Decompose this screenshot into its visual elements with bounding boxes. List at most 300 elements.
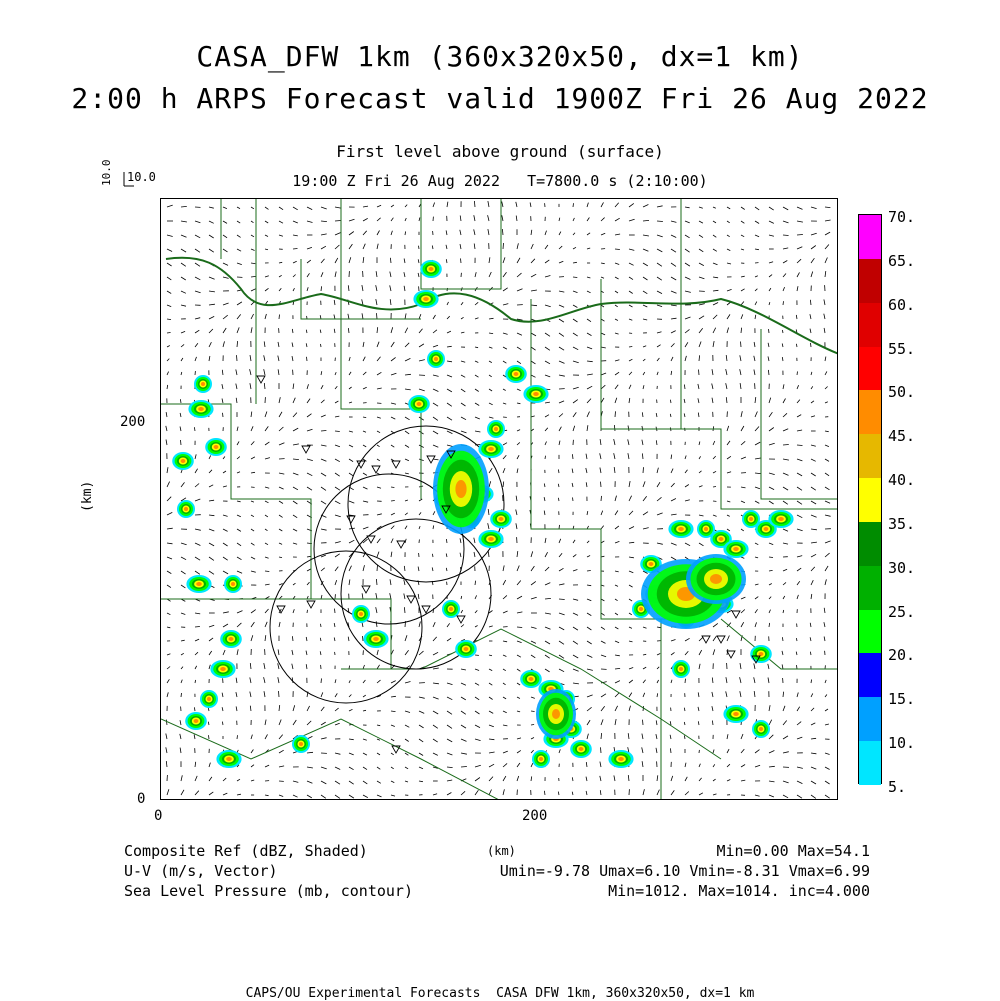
wind-vector <box>279 557 282 558</box>
reflectivity-cell <box>768 510 793 528</box>
wind-vector <box>531 750 534 753</box>
wind-vector <box>237 327 239 333</box>
wind-vector <box>433 459 439 460</box>
wind-vector <box>587 695 593 697</box>
station-triangle <box>257 376 265 383</box>
wind-vector <box>699 778 702 781</box>
wind-vector <box>545 260 549 263</box>
wind-vector <box>166 747 167 753</box>
wind-vector <box>223 315 228 319</box>
wind-vector <box>811 501 816 504</box>
wind-vector <box>754 370 755 376</box>
wind-vector <box>600 790 601 795</box>
wind-vector <box>503 565 504 571</box>
wind-vector <box>503 595 507 599</box>
wind-vector <box>335 431 340 432</box>
wind-vector <box>740 677 741 683</box>
wind-vector <box>517 738 521 739</box>
wind-vector <box>265 207 269 209</box>
wind-vector <box>251 441 254 445</box>
wind-vector <box>377 445 380 447</box>
wind-vector <box>587 277 590 278</box>
wind-vector <box>615 599 618 601</box>
wind-vector <box>307 721 311 725</box>
wind-vector <box>503 580 506 585</box>
wind-vector <box>307 414 312 417</box>
wind-vector <box>755 750 760 753</box>
wind-vector <box>642 734 643 739</box>
wind-vector <box>783 582 786 585</box>
wind-vector <box>209 470 212 473</box>
wind-vector <box>783 736 788 739</box>
field-stats-pressure: Min=1012. Max=1014. inc=4.000 <box>608 882 870 900</box>
wind-vector <box>251 635 253 641</box>
wind-vector <box>741 749 744 753</box>
wind-vector <box>279 315 280 320</box>
wind-vector <box>670 735 671 739</box>
wind-vector <box>741 780 745 781</box>
wind-vector <box>614 425 615 431</box>
wind-vector <box>573 387 579 389</box>
wind-vector <box>755 584 759 585</box>
colorbar-segment <box>859 697 881 741</box>
wind-vector <box>209 625 214 627</box>
wind-vector <box>461 431 467 433</box>
wind-vector <box>587 641 592 644</box>
reflectivity-cell <box>413 290 438 308</box>
wind-vector <box>741 302 744 306</box>
wind-vector <box>250 383 251 389</box>
wind-vector <box>264 663 265 669</box>
wind-vector <box>419 651 424 655</box>
wind-vector <box>825 357 826 361</box>
wind-vector <box>811 723 815 725</box>
wind-vector <box>755 597 758 599</box>
wind-vector <box>670 414 671 417</box>
wind-vector <box>251 412 252 417</box>
wind-vector <box>306 637 307 641</box>
wind-vector <box>349 709 353 711</box>
wind-vector <box>195 235 200 238</box>
wind-vector <box>587 386 592 389</box>
wind-vector <box>825 258 827 264</box>
wind-vector <box>251 780 254 781</box>
wind-vector <box>321 371 322 375</box>
wind-vector <box>307 610 308 613</box>
wind-vector <box>825 515 831 516</box>
wind-vector <box>321 595 322 599</box>
wind-vector <box>419 218 420 222</box>
wind-vector <box>349 680 350 683</box>
wind-vector <box>502 229 503 235</box>
wind-vector <box>181 344 184 347</box>
wind-vector <box>685 342 688 347</box>
wind-vector <box>349 445 353 447</box>
wind-vector <box>657 468 658 473</box>
wind-vector <box>223 235 227 238</box>
wind-vector <box>783 445 789 446</box>
wind-vector <box>433 652 438 655</box>
wind-vector <box>195 277 200 280</box>
wind-vector <box>251 515 254 517</box>
wind-vector <box>391 725 395 727</box>
wind-vector <box>797 385 799 389</box>
wind-vector <box>181 331 185 333</box>
wind-vector <box>601 333 605 335</box>
wind-vector <box>489 403 493 405</box>
wind-vector <box>363 767 367 770</box>
wind-vector <box>811 567 815 571</box>
wind-vector <box>362 285 363 291</box>
wind-vector <box>740 691 741 697</box>
colorbar-segment <box>859 478 881 522</box>
wind-vector <box>321 445 327 446</box>
wind-vector <box>363 753 367 755</box>
wind-vector <box>699 342 701 348</box>
wind-vector <box>489 669 492 671</box>
wind-vector <box>405 445 409 448</box>
wind-vector <box>363 357 365 361</box>
wind-vector <box>293 459 299 460</box>
wind-vector <box>265 609 269 613</box>
wind-vector <box>643 385 644 389</box>
wind-vector <box>629 599 632 601</box>
wind-vector <box>629 693 632 697</box>
wind-vector <box>811 554 816 557</box>
wind-vector <box>545 456 546 459</box>
wind-vector <box>601 641 606 643</box>
wind-vector <box>433 753 438 755</box>
wind-vector <box>293 207 298 210</box>
wind-vector <box>615 360 619 361</box>
wind-vector <box>559 333 564 336</box>
wind-vector <box>180 413 181 417</box>
wind-vector <box>825 709 828 711</box>
vector-reference-label: 10.0 <box>127 170 156 184</box>
wind-vector <box>726 355 727 361</box>
wind-vector <box>265 529 268 531</box>
wind-vector <box>741 610 745 614</box>
colorbar-segment <box>859 215 881 259</box>
wind-vector <box>195 791 199 795</box>
wind-vector <box>167 467 168 473</box>
wind-vector <box>713 277 718 278</box>
wind-vector <box>223 778 226 781</box>
wind-vector <box>363 473 367 475</box>
wind-vector <box>741 328 742 333</box>
wind-vector <box>797 487 802 490</box>
wind-vector <box>629 706 631 711</box>
wind-vector <box>377 231 380 236</box>
wind-vector <box>195 357 197 361</box>
wind-vector <box>545 347 550 350</box>
wind-vector <box>545 402 550 403</box>
wind-vector <box>573 655 578 658</box>
reflectivity-cell <box>292 735 310 753</box>
wind-vector <box>377 767 380 769</box>
wind-vector <box>643 235 649 236</box>
wind-vector <box>796 638 797 641</box>
wind-vector <box>223 486 227 487</box>
wind-vector <box>741 411 742 417</box>
wind-vector <box>503 347 507 349</box>
wind-vector <box>559 627 564 630</box>
y-tick-200: 200 <box>120 414 145 430</box>
wind-vector <box>222 693 223 697</box>
wind-vector <box>741 221 744 223</box>
wind-vector <box>769 781 775 782</box>
wind-vector <box>209 529 214 531</box>
reflectivity-cell <box>505 365 527 383</box>
wind-vector <box>629 319 632 320</box>
wind-vector <box>810 329 811 333</box>
wind-vector <box>279 622 280 627</box>
wind-vector <box>503 468 505 473</box>
colorbar-segment <box>859 390 881 434</box>
wind-vector <box>377 781 381 783</box>
wind-vector <box>811 272 813 278</box>
wind-vector <box>489 655 492 656</box>
wind-vector <box>670 721 671 725</box>
wind-vector <box>461 258 462 263</box>
wind-vector <box>516 510 517 516</box>
wind-vector <box>250 369 251 375</box>
wind-vector <box>601 733 602 739</box>
wind-vector <box>545 598 551 599</box>
reflectivity-cell <box>532 750 550 768</box>
wind-vector <box>629 571 633 573</box>
wind-vector <box>195 484 199 488</box>
wind-vector <box>615 305 618 307</box>
wind-vector <box>531 230 532 235</box>
wind-vector <box>489 481 491 487</box>
wind-vector <box>531 305 537 306</box>
wind-vector <box>489 257 490 263</box>
wind-vector <box>628 453 629 459</box>
wind-vector <box>363 218 368 221</box>
wind-vector <box>404 286 405 291</box>
wind-vector <box>503 389 506 391</box>
wind-vector <box>727 515 730 516</box>
wind-vector <box>685 777 687 781</box>
wind-vector <box>223 249 228 252</box>
wind-vector <box>629 219 635 221</box>
wind-vector <box>629 613 632 615</box>
wind-vector <box>279 705 280 711</box>
wind-vector <box>447 623 450 627</box>
wind-vector <box>517 697 520 699</box>
wind-vector <box>306 664 307 669</box>
wind-vector <box>559 584 564 585</box>
wind-vector <box>209 221 214 223</box>
wind-vector <box>517 596 522 599</box>
wind-vector <box>390 579 391 585</box>
wind-vector <box>321 678 322 683</box>
wind-vector <box>167 385 168 389</box>
wind-vector <box>335 554 340 557</box>
wind-vector <box>475 403 479 406</box>
wind-vector <box>293 261 297 263</box>
wind-vector <box>237 529 241 531</box>
wind-vector <box>699 442 700 446</box>
wind-vector <box>783 529 788 531</box>
wind-vector <box>195 666 197 669</box>
wind-vector <box>699 664 700 669</box>
wind-vector <box>181 372 182 375</box>
wind-vector <box>419 526 420 529</box>
wind-vector <box>377 725 380 726</box>
wind-vector <box>657 513 663 515</box>
wind-vector <box>671 483 675 487</box>
wind-vector <box>629 668 633 670</box>
wind-vector <box>489 347 492 348</box>
wind-vector <box>811 542 817 543</box>
field-stats-reflectivity: Min=0.00 Max=54.1 <box>716 842 870 860</box>
wind-vector <box>376 593 377 599</box>
wind-vector <box>293 795 298 797</box>
wind-vector <box>279 275 282 277</box>
wind-vector <box>237 571 242 573</box>
reflectivity-cell <box>668 520 693 538</box>
colorbar-label: 40. <box>888 471 915 489</box>
wind-vector <box>699 355 700 361</box>
reflectivity-cluster <box>433 444 489 534</box>
wind-vector <box>656 720 657 725</box>
wind-vector <box>461 610 463 613</box>
wind-vector <box>657 291 662 294</box>
wind-vector <box>349 244 352 249</box>
field-label-wind: U-V (m/s, Vector) <box>124 862 278 880</box>
wind-vector <box>810 300 811 305</box>
wind-vector <box>377 650 378 655</box>
wind-vector <box>447 316 450 319</box>
station-triangle <box>347 516 355 523</box>
wind-vector <box>727 426 729 431</box>
wind-vector <box>278 356 279 361</box>
wind-vector <box>181 693 182 697</box>
wind-vector <box>404 259 405 264</box>
wind-vector <box>825 695 827 698</box>
wind-vector <box>391 711 396 712</box>
wind-vector <box>811 767 816 769</box>
wind-vector <box>629 680 633 683</box>
wind-vector <box>783 399 786 404</box>
wind-vector <box>573 347 578 350</box>
wind-vector <box>489 468 492 473</box>
wind-vector <box>307 221 313 223</box>
wind-vector <box>586 762 587 767</box>
wind-vector <box>503 455 506 459</box>
wind-vector <box>741 529 744 531</box>
wind-vector <box>489 272 491 277</box>
wind-vector <box>755 276 758 277</box>
wind-vector <box>713 750 714 754</box>
wind-vector <box>810 637 811 641</box>
wind-vector <box>670 400 671 403</box>
wind-vector <box>587 707 592 711</box>
wind-vector <box>699 235 703 238</box>
wind-vector <box>671 277 676 280</box>
wind-vector <box>797 221 803 222</box>
wind-vector <box>685 277 690 280</box>
colorbar-segment <box>859 566 881 610</box>
wind-vector <box>279 397 280 403</box>
colorbar-label: 45. <box>888 427 915 445</box>
wind-vector <box>824 299 825 305</box>
wind-vector <box>727 263 731 264</box>
wind-vector <box>391 526 394 529</box>
wind-vector <box>475 389 479 392</box>
wind-vector <box>195 263 200 266</box>
wind-vector <box>713 636 716 641</box>
wind-vector <box>587 627 591 630</box>
wind-vector <box>195 639 199 641</box>
reflectivity-cell <box>723 540 748 558</box>
wind-vector <box>349 767 354 770</box>
wind-vector <box>657 345 661 347</box>
wind-vector <box>755 315 756 319</box>
wind-vector <box>250 663 251 669</box>
reflectivity-cell <box>363 630 388 648</box>
wind-vector <box>769 597 771 599</box>
wind-vector <box>671 469 673 473</box>
wind-vector <box>222 707 223 711</box>
wind-vector <box>209 763 210 767</box>
wind-vector <box>475 778 480 782</box>
wind-vector <box>824 622 825 627</box>
wind-vector <box>628 733 629 739</box>
wind-vector <box>545 641 550 644</box>
wind-vector <box>671 357 673 361</box>
wind-vector <box>727 314 730 319</box>
wind-vector <box>685 456 686 460</box>
wind-vector <box>516 496 517 501</box>
wind-vector <box>363 372 366 375</box>
wind-vector <box>447 753 452 755</box>
wind-vector <box>265 720 266 725</box>
wind-vector <box>307 473 312 476</box>
wind-vector <box>265 276 269 277</box>
wind-vector <box>433 511 435 515</box>
wind-vector <box>741 426 744 431</box>
wind-vector <box>251 426 253 431</box>
wind-vector <box>530 203 531 208</box>
wind-vector <box>474 229 475 235</box>
wind-vector <box>502 215 503 221</box>
wind-vector <box>209 543 214 546</box>
wind-vector <box>699 328 703 333</box>
wind-vector <box>783 795 788 798</box>
wind-vector <box>279 529 282 531</box>
wind-vector <box>685 356 686 361</box>
wind-vector <box>559 361 565 363</box>
wind-vector <box>461 361 465 362</box>
wind-vector <box>755 427 759 432</box>
wind-vector <box>475 669 479 671</box>
wind-vector <box>348 328 349 333</box>
wind-vector <box>769 221 774 223</box>
wind-vector <box>195 318 200 319</box>
wind-vector <box>517 763 520 767</box>
wind-vector <box>587 571 591 572</box>
wind-vector <box>237 794 241 795</box>
wind-vector <box>251 249 255 251</box>
wind-vector <box>335 258 338 263</box>
wind-vector <box>825 781 830 784</box>
wind-vector <box>755 397 756 403</box>
wind-vector <box>376 299 377 305</box>
wind-vector <box>222 384 223 389</box>
